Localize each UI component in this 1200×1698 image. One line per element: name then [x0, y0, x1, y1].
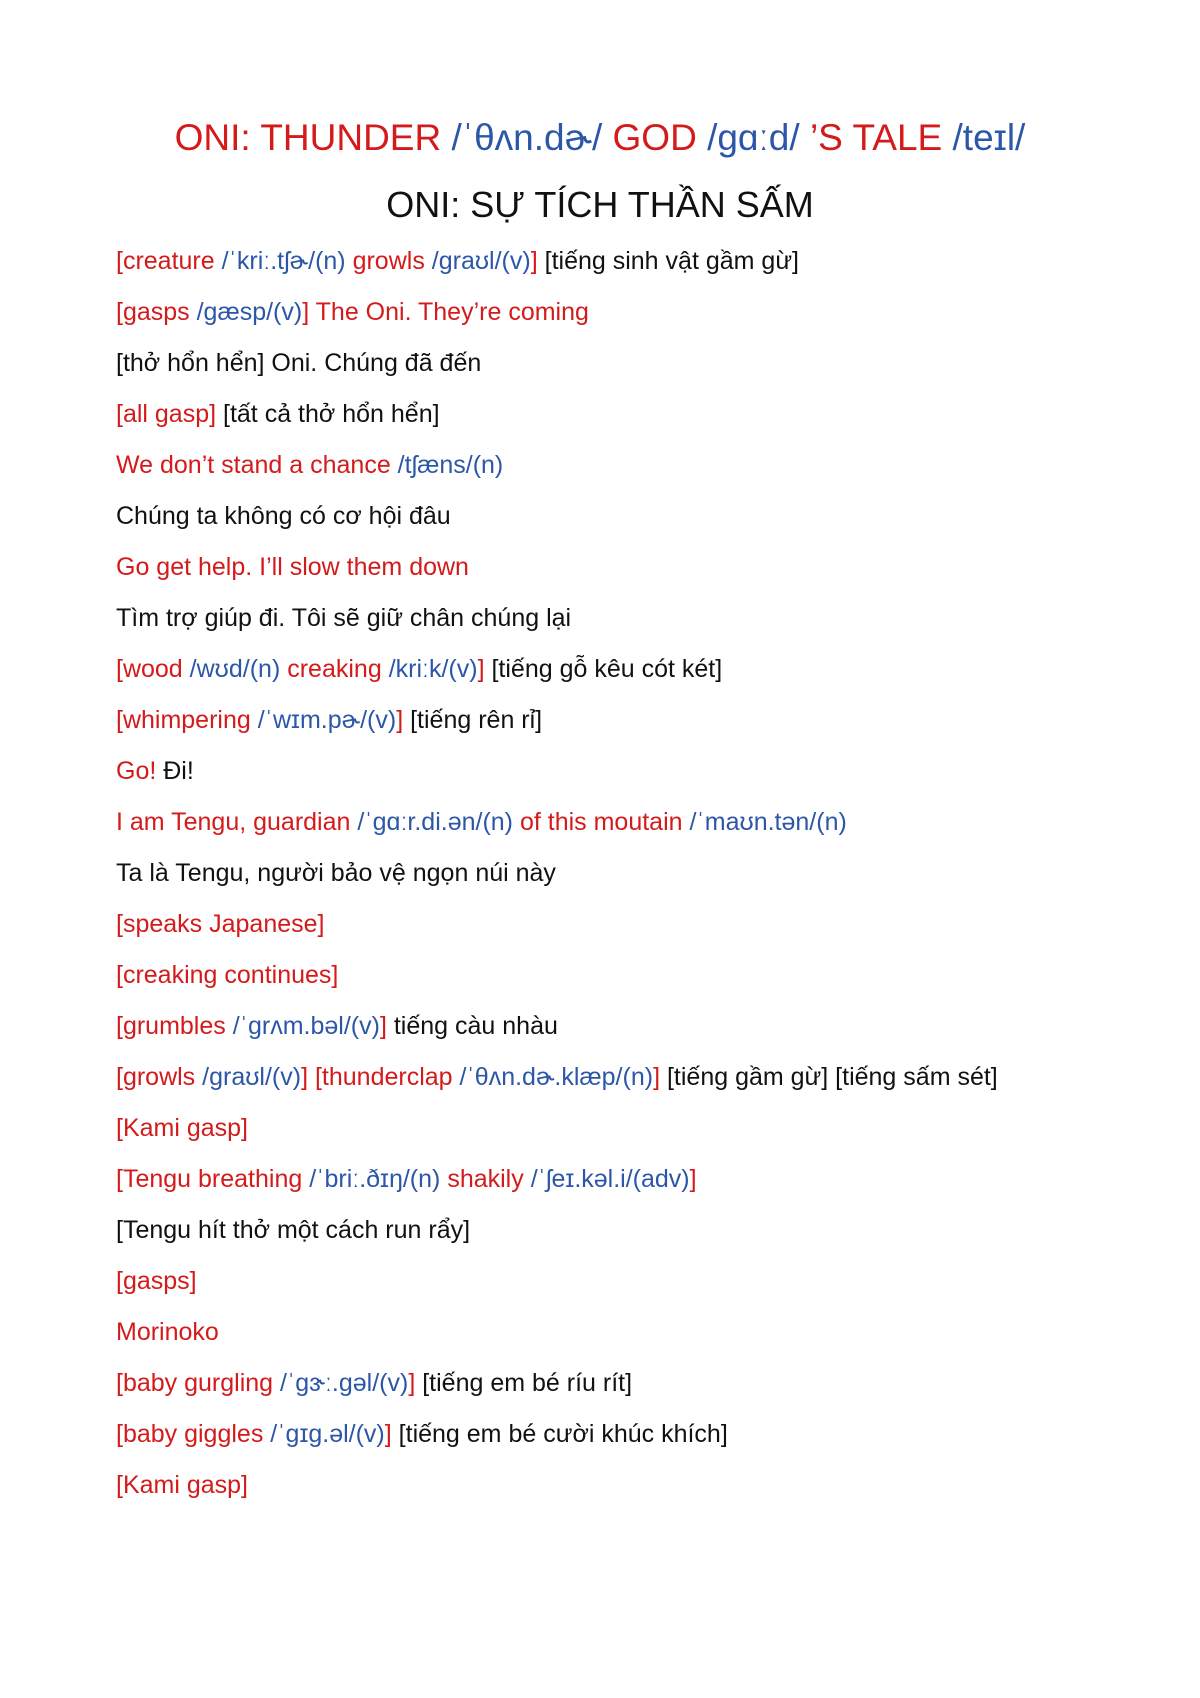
document-title-vietnamese: ONI: SỰ TÍCH THẦN SẤM	[386, 184, 814, 225]
vietnamese-translation: tiếng càu nhàu	[393, 1012, 558, 1040]
english-text: We don’t stand a chance	[116, 451, 398, 479]
english-text: ] [thunderclap	[301, 1063, 460, 1091]
phonetic-transcription: /ˈʃeɪ.kəl.i/(adv)	[530, 1165, 690, 1193]
english-text: ]	[408, 1369, 423, 1397]
english-text: I am Tengu, guardian	[116, 808, 358, 836]
phonetic-transcription: /ˈbriː.ðɪŋ/(n)	[309, 1165, 448, 1193]
vietnamese-translation: [tiếng gỗ kêu cót két]	[491, 655, 723, 683]
english-text: [gasps]	[116, 1267, 197, 1295]
transcript-line	[116, 498, 1076, 534]
transcript-line	[116, 1110, 1076, 1146]
english-text: creaking	[287, 655, 389, 683]
phonetic-transcription: /ɡæsp/(v)	[196, 298, 303, 326]
document-title-english	[0, 113, 1200, 163]
english-text: ]	[384, 1420, 399, 1448]
english-text: Go get help. I’ll slow them down	[116, 553, 469, 581]
phonetic-transcription: /teɪl/	[952, 117, 1026, 158]
english-text: GOD	[612, 117, 708, 158]
english-text: [Kami gasp]	[116, 1114, 249, 1142]
english-text: [baby giggles	[116, 1420, 271, 1448]
transcript-line	[116, 600, 1076, 636]
vietnamese-translation: [tiếng rên rỉ]	[410, 706, 543, 734]
phonetic-transcription: /ˈkriː.tʃɚ/(n)	[221, 247, 353, 275]
english-text: [speaks Japanese]	[116, 910, 325, 938]
transcript-lines	[116, 243, 1076, 1518]
vietnamese-translation: [tiếng em bé ríu rít]	[422, 1369, 633, 1397]
vietnamese-translation: [tiếng sinh vật gầm gừ]	[544, 247, 799, 275]
english-text: Morinoko	[116, 1318, 219, 1346]
english-text: ]	[379, 1012, 394, 1040]
transcript-line	[116, 702, 1076, 738]
phonetic-transcription: /ˈɡɪɡ.əl/(v)	[270, 1420, 385, 1448]
transcript-line	[116, 1263, 1076, 1299]
english-text: of this moutain	[519, 808, 690, 836]
vietnamese-translation: [tiếng gầm gừ] [tiếng sấm sét]	[666, 1063, 998, 1091]
vietnamese-translation: [tất cả thở hổn hển]	[223, 400, 440, 428]
english-text: [wood	[116, 655, 190, 683]
english-text: [gasps	[116, 298, 197, 326]
transcript-line	[116, 1365, 1076, 1401]
transcript-line	[116, 243, 1076, 279]
english-text: [baby gurgling	[116, 1369, 281, 1397]
vietnamese-translation: [thở hổn hển] Oni. Chúng đã đến	[116, 349, 482, 377]
phonetic-transcription: /ˈmaʊn.tən/(n)	[689, 808, 847, 836]
english-text: [all gasp]	[116, 400, 224, 428]
english-text: [Tengu breathing	[116, 1165, 310, 1193]
phonetic-transcription: /ˈɡɑːr.di.ən/(n)	[357, 808, 520, 836]
english-text: ]	[689, 1165, 697, 1193]
transcript-line	[116, 294, 1076, 330]
transcript-line	[116, 1416, 1076, 1452]
transcript-line	[116, 1314, 1076, 1350]
transcript-line	[116, 906, 1076, 942]
english-text: shakily	[447, 1165, 531, 1193]
english-text: [growls	[116, 1063, 203, 1091]
transcript-line	[116, 855, 1076, 891]
phonetic-transcription: /ɡɑːd/	[707, 117, 810, 158]
transcript-line	[116, 549, 1076, 585]
transcript-line	[116, 447, 1076, 483]
vietnamese-translation: [Tengu hít thở một cách run rẩy]	[116, 1216, 471, 1244]
transcript-line	[116, 396, 1076, 432]
phonetic-transcription: /ˈɡɝː.ɡəl/(v)	[280, 1369, 409, 1397]
transcript-line	[116, 957, 1076, 993]
english-text: [creature	[116, 247, 222, 275]
english-text: growls	[352, 247, 432, 275]
transcript-line	[116, 1059, 1076, 1095]
transcript-line	[116, 345, 1076, 381]
phonetic-transcription: /ˈθʌn.dɚ.klæp/(n)	[459, 1063, 654, 1091]
vietnamese-translation: [tiếng em bé cười khúc khích]	[398, 1420, 728, 1448]
phonetic-transcription: /ˈwɪm.pɚ/(v)	[257, 706, 397, 734]
english-text: ’S TALE	[809, 117, 953, 158]
english-text: [whimpering	[116, 706, 258, 734]
phonetic-transcription: /ɡraʊl/(v)	[202, 1063, 302, 1091]
phonetic-transcription: /ˈθʌn.dɚ/	[451, 117, 613, 158]
vietnamese-translation: Ta là Tengu, người bảo vệ ngọn núi này	[116, 859, 556, 887]
english-text: [grumbles	[116, 1012, 233, 1040]
english-text: [creaking continues]	[116, 961, 339, 989]
transcript-line	[116, 1212, 1076, 1248]
english-text: ] The Oni. They’re coming	[302, 298, 589, 326]
phonetic-transcription: /ɡraʊl/(v)	[431, 247, 531, 275]
english-text: ]	[653, 1063, 667, 1091]
english-text: ]	[477, 655, 492, 683]
vietnamese-translation: Đi!	[163, 757, 194, 785]
english-text: ]	[530, 247, 545, 275]
vietnamese-translation: Chúng ta không có cơ hội đâu	[116, 502, 451, 530]
phonetic-transcription: /wʊd/(n)	[189, 655, 288, 683]
transcript-line	[116, 1008, 1076, 1044]
transcript-line	[116, 651, 1076, 687]
phonetic-transcription: /kriːk/(v)	[388, 655, 478, 683]
transcript-line	[116, 1161, 1076, 1197]
phonetic-transcription: /ˈɡrʌm.bəl/(v)	[232, 1012, 380, 1040]
transcript-line	[116, 753, 1076, 789]
english-text: [Kami gasp]	[116, 1471, 249, 1499]
english-text: ]	[396, 706, 411, 734]
phonetic-transcription: /tʃæns/(n)	[397, 451, 504, 479]
transcript-line	[116, 804, 1076, 840]
transcript-line	[116, 1467, 1076, 1503]
english-text: Go!	[116, 757, 164, 785]
english-text: ONI: THUNDER	[174, 117, 452, 158]
vietnamese-translation: Tìm trợ giúp đi. Tôi sẽ giữ chân chúng lại	[116, 604, 572, 632]
